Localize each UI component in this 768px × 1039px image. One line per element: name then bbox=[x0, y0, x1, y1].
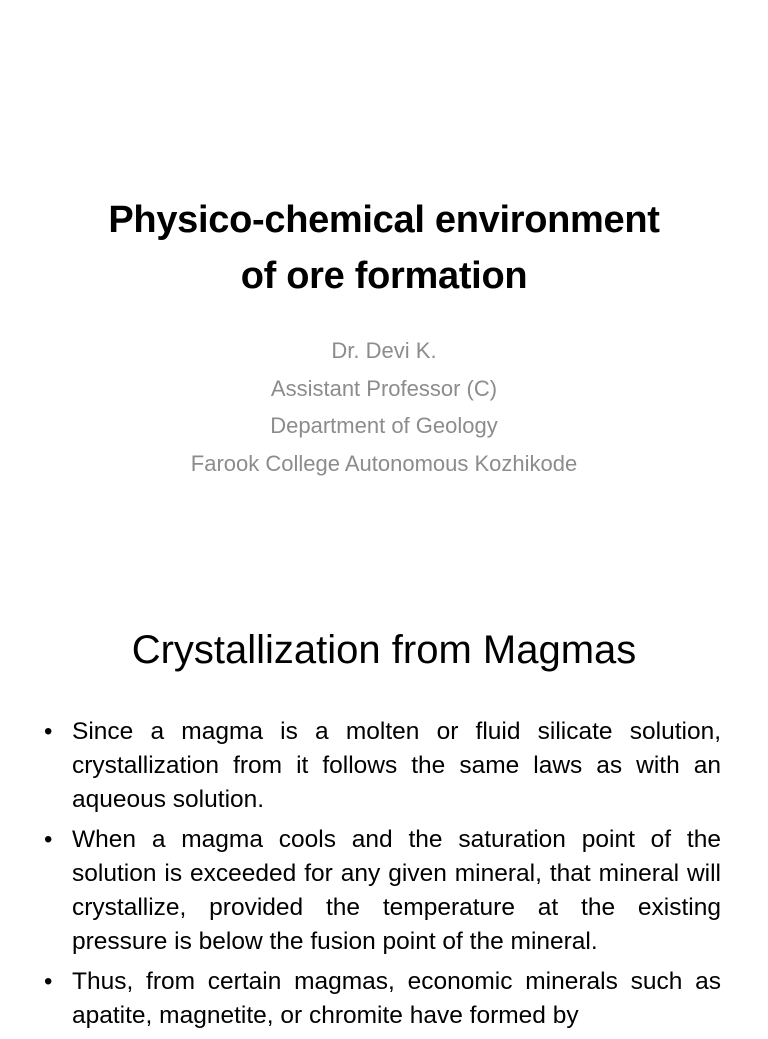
title-line-1: Physico-chemical environment bbox=[108, 199, 660, 241]
author-department: Department of Geology bbox=[270, 413, 498, 438]
slide-content bbox=[0, 576, 768, 1029]
bullet-text: When a magma cools and the saturation point of the solution is exceeded for any given mineral, that mineral will crystallize, provided the temperature at the existing pressure is below the fusion point of the mineral. bbox=[72, 826, 721, 955]
author-designation: Assistant Professor (C) bbox=[270, 375, 498, 401]
bullet-icon: • bbox=[44, 718, 53, 745]
bullet-item bbox=[40, 823, 721, 959]
bullet-item bbox=[40, 715, 721, 817]
bullet-list bbox=[40, 715, 721, 1039]
slide-heading: Crystallization from Magmas bbox=[131, 628, 637, 672]
bullet-text: Since a magma is a molten or fluid silicate solution, crystallization from it follows the same laws as with an aqueous solution. bbox=[72, 718, 721, 813]
author-info bbox=[40, 332, 728, 482]
bullet-icon: • bbox=[44, 826, 53, 853]
title-line-2: of ore formation bbox=[240, 255, 528, 297]
bullet-item bbox=[40, 965, 721, 1033]
author-institution: Farook College Autonomous Kozhikode bbox=[190, 450, 578, 476]
presentation-title bbox=[40, 192, 728, 304]
bullet-text: Thus, from certain magmas, economic minerals such as apatite, magnetite, or chromite have formed by bbox=[72, 968, 721, 1029]
author-name: Dr. Devi K. bbox=[331, 338, 437, 363]
bullet-icon: • bbox=[44, 968, 53, 995]
